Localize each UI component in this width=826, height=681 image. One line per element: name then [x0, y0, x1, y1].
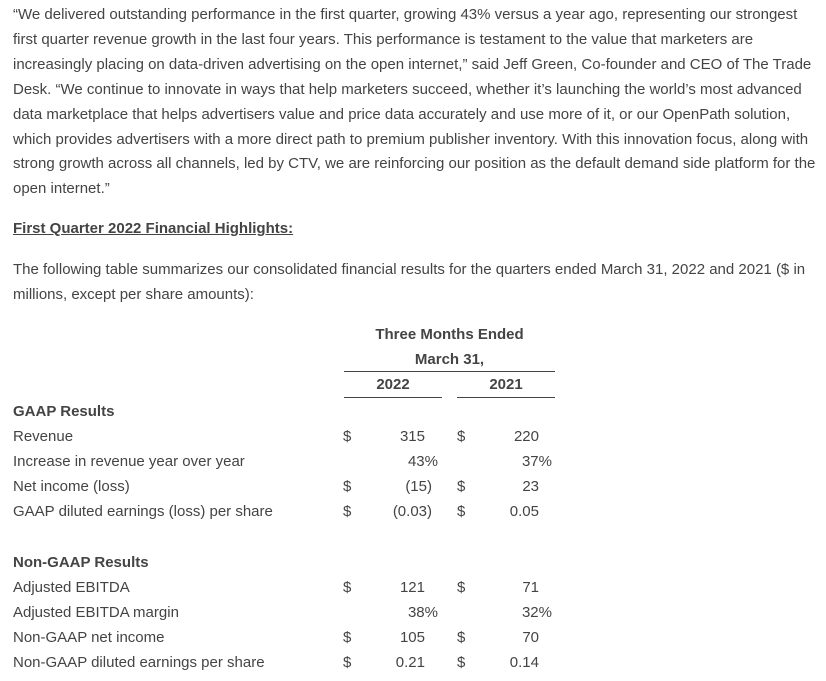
- value-2021: 0.05: [509, 503, 539, 520]
- row-label: Adjusted EBITDA: [13, 579, 130, 596]
- value-2022: 43%: [407, 453, 438, 470]
- value-2022: 38%: [407, 604, 438, 621]
- value-2022: (15): [405, 478, 432, 495]
- table-row: [0, 600, 826, 625]
- year-2021-rule: [457, 397, 555, 398]
- period-header-rule: [344, 371, 555, 372]
- value-2022: 105: [399, 629, 425, 646]
- table-row: [0, 424, 826, 449]
- value-2022: 0.21: [395, 654, 425, 671]
- year-2022-rule: [344, 397, 442, 398]
- value-2021: 32%: [521, 604, 552, 621]
- nongaap-results-heading: Non-GAAP Results: [13, 554, 149, 571]
- row-label: Increase in revenue year over year: [13, 453, 245, 470]
- value-2021: 37%: [521, 453, 552, 470]
- row-label: Non-GAAP diluted earnings per share: [13, 654, 265, 671]
- year-header-2021: 2021: [489, 376, 523, 393]
- currency-symbol: $: [343, 428, 352, 445]
- currency-symbol: $: [457, 428, 466, 445]
- value-2022: (0.03): [392, 503, 432, 520]
- financial-results-table: [0, 320, 826, 681]
- currency-symbol: $: [343, 579, 352, 596]
- nongaap-results-group: [0, 550, 826, 575]
- currency-symbol: $: [457, 503, 466, 520]
- value-2021: 220: [513, 428, 539, 445]
- table-row: [0, 499, 826, 524]
- financial-highlights-heading: First Quarter 2022 Financial Highlights:: [13, 220, 294, 237]
- year-header-2022: 2022: [376, 376, 410, 393]
- value-2021: 71: [522, 579, 539, 596]
- table-row: [0, 650, 826, 675]
- table-row: [0, 575, 826, 600]
- value-2021: 70: [522, 629, 539, 646]
- currency-symbol: $: [457, 654, 466, 671]
- table-row: [0, 474, 826, 499]
- gaap-results-group: [0, 399, 826, 424]
- currency-symbol: $: [457, 478, 466, 495]
- period-header-line1: Three Months Ended: [375, 326, 524, 343]
- table-row: [0, 449, 826, 474]
- row-label: GAAP diluted earnings (loss) per share: [13, 503, 273, 520]
- table-row: [0, 625, 826, 650]
- currency-symbol: $: [343, 503, 352, 520]
- value-2021: 0.14: [509, 654, 539, 671]
- row-label: Revenue: [13, 428, 74, 445]
- row-label: Adjusted EBITDA margin: [13, 604, 179, 621]
- value-2021: 23: [522, 478, 539, 495]
- value-2022: 121: [399, 579, 425, 596]
- row-label: Non-GAAP net income: [13, 629, 165, 646]
- value-2022: 315: [399, 428, 425, 445]
- currency-symbol: $: [343, 478, 352, 495]
- gaap-results-heading: GAAP Results: [13, 403, 115, 420]
- row-label: Net income (loss): [13, 478, 130, 495]
- period-header-line2: March 31,: [414, 351, 485, 368]
- table-summary-paragraph: The following table summarizes our consolidated financial results for the quarters ended March 31, 2022 and 2021 ($ in millions, except per share amounts):: [13, 261, 806, 303]
- ceo-quote-paragraph: “We delivered outstanding performance in the first quarter, growing 43% versus a year ago, representing our strongest first quarter revenue growth in the last four years. This performance is testament to the value that marketers are increasingly placing on data-driven advertising on the open internet,” said Jeff Green, Co-founder and CEO of The Trade Desk. “We continue to innovate in ways that help marketers succeed, whether it’s launching the world’s most advanced data marketplace that helps advertisers value and price data accurately and use more of it, or our OpenPath solution, which provides advertisers with a more direct path to premium publisher inventory. With this innovation focus, along with strong growth across all channels, led by CTV, we are reinforcing our position as the default demand side platform for the open internet.”: [13, 6, 816, 198]
- currency-symbol: $: [457, 629, 466, 646]
- currency-symbol: $: [343, 654, 352, 671]
- currency-symbol: $: [457, 579, 466, 596]
- currency-symbol: $: [343, 629, 352, 646]
